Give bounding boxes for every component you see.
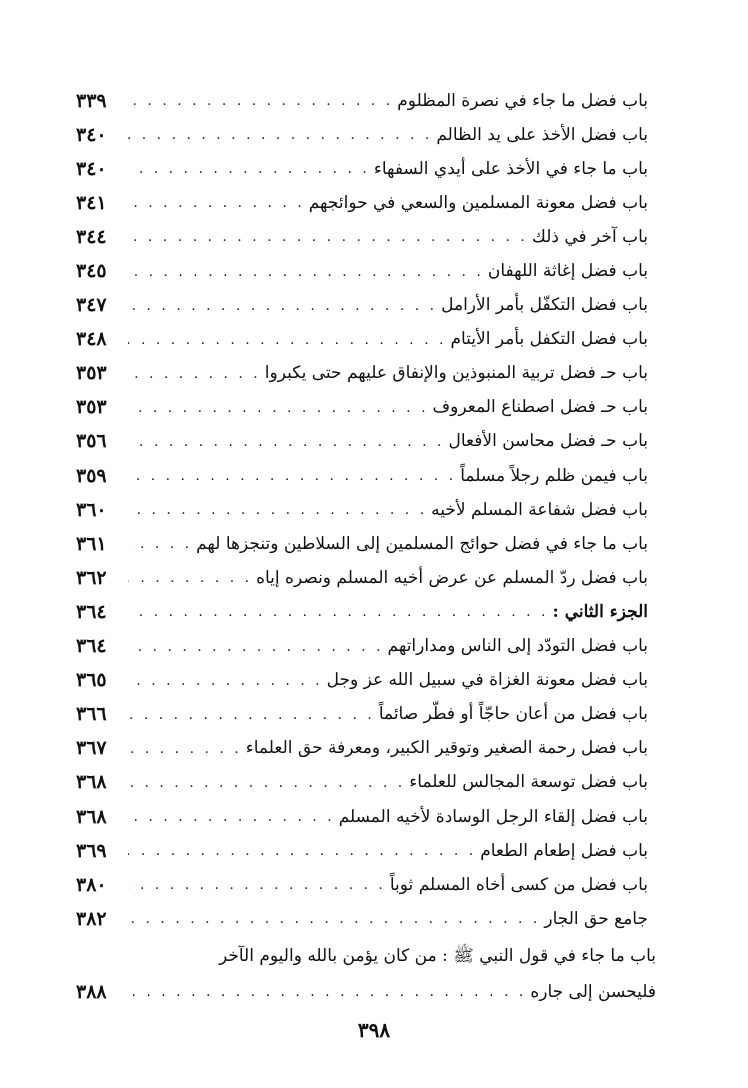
entry-title-line-2-row	[76, 974, 656, 1010]
leader-dots	[128, 674, 323, 688]
entry-title: باب فضل التكفل بأمر الأيتام	[450, 329, 648, 350]
leader-dots	[128, 776, 405, 790]
page-number: ٣٩٨	[357, 1018, 391, 1042]
entry-title-line-1: باب ما جاء في قول النبي ﷺ : من كان يؤمن بالله واليوم الآخر	[218, 946, 656, 966]
entry-page-number: ٣٥٦	[76, 430, 107, 453]
leader-dots	[128, 844, 476, 858]
toc-entry	[76, 186, 648, 220]
entry-title: جامع حق الجار	[544, 908, 648, 929]
entry-page-number: ٣٦٥	[76, 669, 107, 692]
leader-dots	[128, 537, 192, 551]
toc-entry	[76, 698, 648, 732]
entry-title: باب ما جاء في الأخذ على أيدي السفهاء	[373, 158, 648, 179]
toc-entry	[76, 118, 648, 152]
entry-title: باب فضل إلقاء الرجل الوسادة لأخيه المسلم	[338, 806, 648, 827]
leader-dots	[128, 912, 540, 926]
entry-title: الجزء الثاني :	[552, 601, 648, 622]
leader-dots	[128, 810, 335, 824]
entry-page-number: ٣٦٦	[76, 703, 107, 726]
entry-page-number: ٣٦٤	[76, 600, 107, 623]
leader-dots	[128, 640, 384, 654]
toc-entry	[76, 323, 648, 357]
entry-page-number: ٣٥٩	[76, 464, 107, 487]
toc-entry	[76, 868, 648, 902]
entry-page-number: ٣٦٢	[76, 566, 107, 589]
entry-page-number: ٣٤٠	[76, 157, 107, 180]
toc-entry	[76, 902, 648, 936]
toc-entry	[76, 152, 648, 186]
entry-title: باب فيمن ظلم رجلاً مسلماً	[460, 465, 648, 486]
entry-page-number: ٣٤٨	[76, 328, 107, 351]
entry-title: باب فضل توسعة المجالس للعلماء	[409, 772, 648, 793]
entry-title: باب فضل إطعام الطعام	[480, 840, 648, 861]
entry-title: باب فضل معونة الغزاة في سبيل الله عز وجل	[326, 670, 648, 691]
entry-page-number: ٣٥٣	[76, 396, 107, 419]
leader-dots	[128, 162, 370, 176]
entry-title: باب فضل ردّ المسلم عن عرض أخيه المسلم ونصره إياه	[256, 567, 648, 588]
toc-entry	[76, 834, 648, 868]
entry-title: باب فضل التودّد إلى الناس ومداراتهم	[387, 636, 648, 657]
toc-entry	[76, 732, 648, 766]
entry-page-number: ٣٣٩	[76, 89, 107, 112]
entry-title: باب فضل إغاثة اللهفان	[487, 261, 648, 282]
entry-page-number: ٣٦٤	[76, 635, 107, 658]
entry-page-number: ٣٤١	[76, 191, 107, 214]
entry-title-line-2: فليحسن إلى جاره	[530, 982, 656, 1002]
leader-dots	[128, 878, 386, 892]
entry-page-number: ٣٤٥	[76, 260, 107, 283]
entry-title: باب حـ فضل اصطناع المعروف	[432, 397, 648, 418]
toc-section-heading	[76, 595, 648, 629]
toc-entry	[76, 630, 648, 664]
toc-entry	[76, 527, 648, 561]
entry-page-number: ٣٦٩	[76, 839, 107, 862]
leader-dots	[128, 94, 393, 108]
entry-title: باب حـ فضل محاسن الأفعال	[448, 431, 648, 452]
entry-title: باب فضل من كسى أخاه المسلم ثوباً	[389, 874, 648, 895]
toc-entry	[76, 800, 648, 834]
toc-entry	[76, 425, 648, 459]
leader-dots	[128, 128, 432, 142]
toc-entry	[76, 84, 648, 118]
toc-entry	[76, 664, 648, 698]
entry-title: باب آخر في ذلك	[531, 226, 648, 247]
entry-page-number: ٣٦٠	[76, 498, 107, 521]
toc-entry	[76, 493, 648, 527]
entry-page-number: ٣٦٨	[76, 805, 107, 828]
entry-page-number: ٣٤٧	[76, 294, 107, 317]
entry-title: باب حـ فضل تربية المنبوذين والإنفاق عليهم حتى يكبروا	[264, 363, 648, 384]
entry-page-number: ٣٨٢	[76, 907, 107, 930]
entry-title: باب فضل رحمة الصغير وتوقير الكبير، ومعرفة حق العلماء	[245, 738, 648, 759]
leader-dots	[128, 265, 484, 279]
leader-dots	[128, 435, 445, 449]
toc-entry	[76, 766, 648, 800]
leader-dots	[128, 367, 261, 381]
entry-title: باب ما جاء في فضل حوائج المسلمين إلى السلاطين وتنجزها لهم	[196, 533, 648, 554]
leader-dots	[128, 503, 427, 517]
entry-page-number: ٣٤٠	[76, 123, 107, 146]
entry-title: باب فضل معونة المسلمين والسعي في حوائجهم	[308, 192, 648, 213]
entry-page-number: ٣٨٠	[76, 873, 107, 896]
toc-entry	[76, 391, 648, 425]
leader-dots	[128, 333, 446, 347]
entry-title: باب فضل شفاعة المسلم لأخيه	[431, 499, 648, 520]
table-of-contents	[76, 84, 648, 936]
entry-page-number: ٣٦٨	[76, 771, 107, 794]
entry-page-number: ٣٤٤	[76, 225, 107, 248]
toc-entry	[76, 459, 648, 493]
leader-dots	[128, 571, 252, 585]
toc-entry-multiline	[76, 938, 656, 1010]
entry-title: باب فضل من أعان حاجّاً أو فطّر صائماً	[378, 704, 648, 725]
leader-dots	[128, 230, 528, 244]
entry-page-number: ٣٥٣	[76, 362, 107, 385]
entry-title: باب فضل الأخذ على يد الظالم	[436, 124, 648, 145]
toc-entry	[76, 220, 648, 254]
toc-entry	[76, 357, 648, 391]
leader-dots	[128, 196, 305, 210]
entry-title: باب فضل ما جاء في نصرة المظلوم	[397, 90, 648, 111]
leader-dots	[128, 469, 456, 483]
entry-page-number: ٣٦١	[76, 532, 107, 555]
toc-entry	[76, 289, 648, 323]
leader-dots	[128, 299, 437, 313]
leader-dots	[128, 984, 526, 1000]
leader-dots	[128, 742, 242, 756]
toc-entry	[76, 254, 648, 288]
toc-entry	[76, 561, 648, 595]
entry-page-number: ٣٦٧	[76, 737, 107, 760]
entry-title: باب فضل التكفّل بأمر الأرامل	[441, 295, 648, 316]
leader-dots	[128, 605, 549, 619]
leader-dots	[128, 708, 375, 722]
leader-dots	[128, 401, 429, 415]
entry-page-number: ٣٨٨	[76, 981, 107, 1003]
